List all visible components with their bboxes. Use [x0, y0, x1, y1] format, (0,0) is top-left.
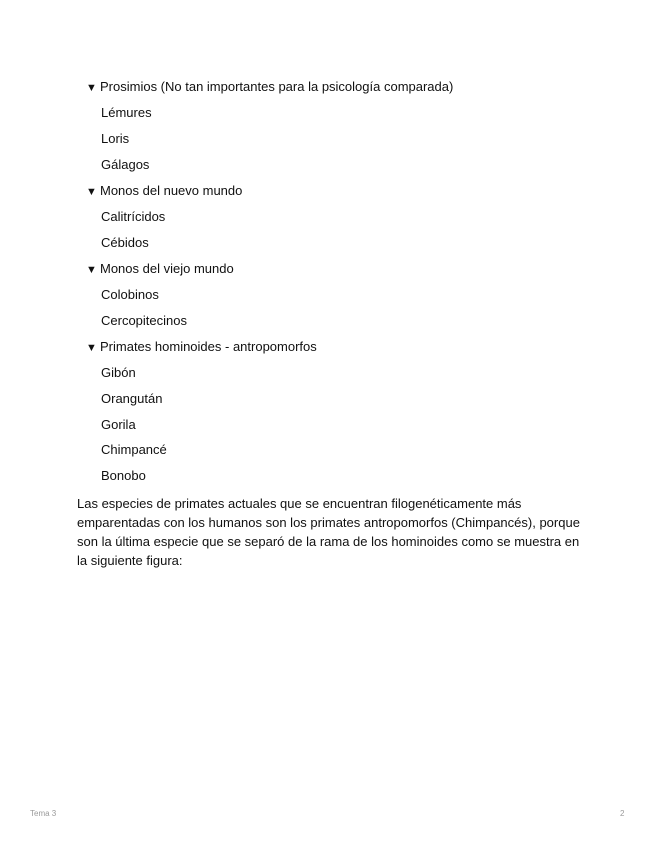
triangle-down-icon[interactable]: ▼ — [86, 186, 97, 198]
list-item: Calitrícidos — [101, 209, 166, 224]
toggle-heading-viejo-mundo[interactable] — [86, 260, 234, 279]
list-item: Chimpancé — [101, 442, 167, 457]
toggle-title: Prosimios (No tan importantes para la psicología comparada) — [100, 79, 454, 94]
triangle-down-icon[interactable]: ▼ — [86, 82, 97, 94]
toggle-heading-hominoides[interactable] — [86, 338, 317, 357]
list-item: Gibón — [101, 365, 136, 380]
list-item: Gorila — [101, 417, 136, 432]
toggle-title: Monos del nuevo mundo — [100, 183, 243, 198]
toggle-title: Monos del viejo mundo — [100, 261, 234, 276]
toggle-heading-prosimios[interactable] — [86, 78, 453, 97]
list-item: Bonobo — [101, 468, 146, 483]
footer-page-number: 2 — [620, 809, 625, 818]
list-item: Orangután — [101, 391, 163, 406]
triangle-down-icon[interactable]: ▼ — [86, 264, 97, 276]
toggle-title: Primates hominoides - antropomorfos — [100, 339, 317, 354]
list-item: Gálagos — [101, 157, 150, 172]
triangle-down-icon[interactable]: ▼ — [86, 342, 97, 354]
footer-section-label: Tema 3 — [30, 809, 57, 818]
list-item: Lémures — [101, 105, 152, 120]
body-paragraph: Las especies de primates actuales que se encuentran filogenéticamente más emparentadas con los humanos son los primates antropomorfos (Chimpancés), porque son la última especie que se separó de la rama de los hominoides como se muestra en la siguiente figura: — [77, 496, 580, 568]
list-item: Colobinos — [101, 287, 159, 302]
list-item: Cercopitecinos — [101, 313, 187, 328]
toggle-heading-nuevo-mundo[interactable] — [86, 182, 242, 201]
list-item: Cébidos — [101, 235, 149, 250]
list-item: Loris — [101, 131, 130, 146]
